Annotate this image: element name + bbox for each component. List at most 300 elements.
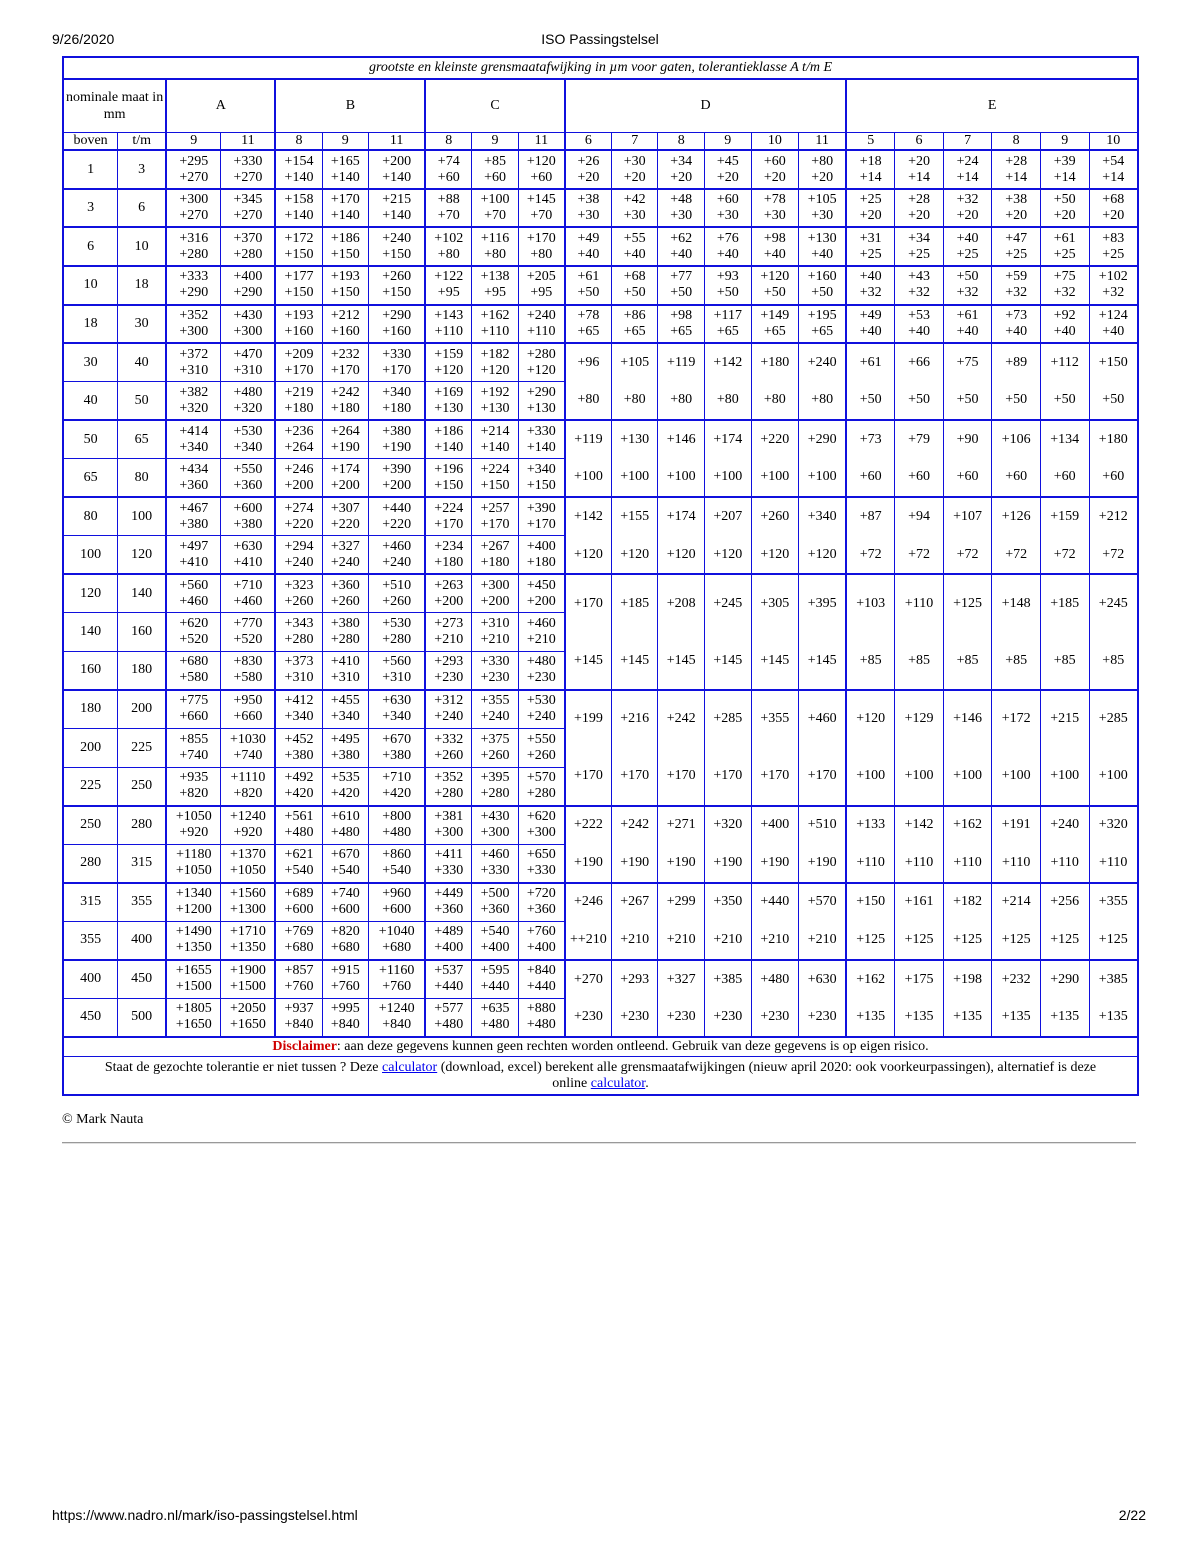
lower-deviation: +120 [666,546,696,562]
lower-deviation: +120 [434,362,464,378]
upper-deviation: +48 [670,192,693,208]
lower-deviation: +160 [284,323,314,339]
tolerance-cell [518,150,565,189]
lower-deviation: +120 [760,546,790,562]
calculator-download-link[interactable]: calculator [382,1059,438,1075]
tolerance-cell [472,305,519,344]
upper-deviation: +290 [382,307,412,323]
upper-deviation: +75 [956,354,979,370]
upper-deviation: +90 [956,431,979,447]
tolerance-cell-merged [992,497,1041,574]
tolerance-cell [518,729,565,768]
tolerance-cell [166,305,221,344]
lower-deviation: +330 [480,863,510,879]
lower-deviation: +580 [179,670,209,686]
upper-deviation: +355 [480,693,510,709]
upper-deviation: +455 [330,693,360,709]
tolerance-cell [751,189,799,228]
lower-deviation: +110 [1099,854,1128,870]
upper-deviation: +177 [284,269,314,285]
lower-deviation: +130 [526,400,556,416]
tolerance-table [62,56,1139,1096]
upper-deviation: +205 [526,269,556,285]
size-from: 80 [63,497,118,536]
lower-deviation: +40 [1053,323,1076,339]
grade-header: 11 [369,132,426,150]
tolerance-cell [799,266,847,305]
lower-deviation: +50 [763,285,786,301]
upper-deviation: +242 [330,384,360,400]
lower-deviation: +360 [179,477,209,493]
lower-deviation: +220 [284,516,314,532]
class-header-d: D [565,79,846,132]
lower-deviation: +100 [1001,768,1031,784]
grade-header: 11 [799,132,847,150]
lower-deviation: +170 [480,516,510,532]
upper-deviation: +385 [713,971,743,987]
lower-deviation: +32 [1005,285,1028,301]
upper-deviation: +25 [859,192,882,208]
grade-header: 9 [472,132,519,150]
upper-deviation: +300 [480,577,510,593]
table-row [63,189,1138,228]
tolerance-cell [895,227,944,266]
lower-deviation: +190 [807,854,837,870]
lower-deviation: +760 [382,979,412,995]
lower-deviation: +110 [527,323,556,339]
size-to: 250 [118,767,167,806]
size-to: 355 [118,883,167,922]
tolerance-cell [166,150,221,189]
lower-deviation: +280 [284,632,314,648]
tolerance-cell [565,189,612,228]
upper-deviation: +1805 [175,1001,212,1017]
lower-deviation: +50 [859,392,882,408]
tolerance-cell [425,266,472,305]
size-from: 50 [63,420,118,459]
lower-deviation: +125 [856,932,886,948]
grade-header: 9 [705,132,752,150]
lower-deviation: +420 [284,786,314,802]
tolerance-cell [518,960,565,999]
tolerance-cell [799,305,847,344]
upper-deviation: +165 [330,153,360,169]
tolerance-cell-merged [1089,960,1138,1037]
tolerance-cell [846,227,895,266]
tolerance-cell [322,690,369,729]
size-from: 140 [63,613,118,652]
grade-header: 5 [846,132,895,150]
upper-deviation: +264 [330,423,360,439]
tolerance-cell [369,497,426,536]
lower-deviation: +60 [484,169,506,185]
upper-deviation: +107 [953,509,983,524]
lower-deviation: +1300 [229,902,266,918]
tolerance-cell [943,266,992,305]
lower-deviation: +100 [713,469,743,485]
tolerance-cell [518,921,565,960]
lower-deviation: +60 [956,469,979,485]
grade-header: 8 [992,132,1041,150]
tolerance-cell [322,806,369,845]
tolerance-cell [322,767,369,806]
tolerance-cell [846,150,895,189]
size-to: 225 [118,729,167,768]
class-header-a: A [166,79,275,132]
lower-deviation: +125 [953,932,983,948]
lower-deviation: +160 [382,323,412,339]
upper-deviation: +470 [233,346,263,362]
tolerance-cell-merged [846,806,895,883]
lower-deviation: +40 [1102,323,1125,339]
tolerance-cell [425,921,472,960]
size-to: 315 [118,844,167,883]
tolerance-cell [518,459,565,498]
tolerance-cell [166,536,221,575]
upper-deviation: +540 [480,924,510,940]
lower-deviation: +480 [526,1017,556,1033]
upper-deviation: +382 [179,384,209,400]
tolerance-cell [369,767,426,806]
grade-header: 7 [611,132,658,150]
tolerance-cell-merged [705,497,752,574]
upper-deviation: +234 [434,538,464,554]
tolerance-cell [322,883,369,922]
table-row [63,420,1138,459]
upper-deviation: +148 [1001,595,1031,611]
upper-deviation: +55 [623,230,646,246]
upper-deviation: +40 [859,269,882,285]
lower-deviation: +14 [1005,169,1028,185]
upper-deviation: +280 [526,346,556,362]
copyright: © Mark Nauta [62,1112,144,1127]
tolerance-cell [221,420,276,459]
upper-deviation: +68 [623,269,646,285]
tolerance-cell-merged [943,343,992,420]
lower-deviation: +60 [859,469,882,485]
lower-deviation: +200 [382,477,412,493]
lower-deviation: +440 [434,979,464,995]
tolerance-cell [472,960,519,999]
tolerance-cell [518,266,565,305]
upper-deviation: +102 [1098,269,1128,285]
upper-deviation: +50 [1053,192,1076,208]
tolerance-cell-merged [846,883,895,960]
lower-deviation: +260 [382,593,412,609]
tolerance-cell [565,150,612,189]
size-to: 3 [118,150,167,189]
upper-deviation: +105 [620,354,650,370]
tolerance-cell [518,536,565,575]
lower-deviation: +180 [284,400,314,416]
tolerance-cell-merged [1089,420,1138,497]
lower-deviation: +110 [953,854,982,870]
lower-deviation: +360 [526,902,556,918]
print-title: ISO Passingstelsel [541,31,659,47]
tolerance-cell [658,150,705,189]
lower-deviation: +20 [716,169,739,185]
upper-deviation: +49 [577,230,600,246]
upper-deviation: +186 [330,230,360,246]
tolerance-cell [425,883,472,922]
lower-deviation: +480 [480,1017,510,1033]
upper-deviation: +170 [330,192,360,208]
lower-deviation: +480 [330,825,360,841]
disclaimer-label: Disclaimer [272,1039,337,1055]
upper-deviation: +61 [956,307,979,323]
lower-deviation: +200 [434,593,464,609]
upper-deviation: +440 [382,500,412,516]
lower-deviation: +72 [1053,546,1076,562]
upper-deviation: +495 [330,731,360,747]
upper-deviation: +53 [908,307,930,323]
tolerance-cell-merged [799,420,847,497]
upper-deviation: +208 [666,595,696,611]
lower-deviation: +260 [434,747,464,763]
upper-deviation: +274 [284,500,314,516]
lower-deviation: +20 [956,208,979,224]
tolerance-cell [369,690,426,729]
tolerance-cell [472,420,519,459]
lower-deviation: +50 [1102,392,1125,408]
table-row [63,690,1138,729]
tolerance-cell [166,883,221,922]
upper-deviation: +142 [573,509,603,524]
lower-deviation: +40 [908,323,930,339]
tolerance-cell-merged [846,497,895,574]
tolerance-cell-merged [799,883,847,960]
upper-deviation: +489 [434,924,464,940]
lower-deviation: +125 [1001,932,1031,948]
lower-deviation: +680 [284,940,314,956]
upper-deviation: +434 [179,461,209,477]
lower-deviation: +150 [382,285,412,301]
tolerance-cell [166,729,221,768]
lower-deviation: +60 [530,169,553,185]
lower-deviation: +190 [620,854,650,870]
lower-deviation: +85 [956,652,979,668]
lower-deviation: +145 [713,652,743,668]
lower-deviation: +200 [526,593,556,609]
tolerance-cell [425,998,472,1037]
lower-deviation: +540 [382,863,412,879]
lower-deviation: +330 [434,863,464,879]
upper-deviation: +577 [434,1001,464,1017]
tolerance-cell [221,690,276,729]
upper-deviation: +34 [670,153,693,169]
lower-deviation: +270 [233,208,263,224]
tolerance-cell [1089,150,1138,189]
tolerance-cell [221,305,276,344]
lower-deviation: +65 [670,323,693,339]
lower-deviation: +540 [284,863,314,879]
tolerance-cell [221,497,276,536]
upper-deviation: +159 [1050,509,1080,524]
tolerance-cell [895,266,944,305]
lower-deviation: +80 [716,392,739,408]
upper-deviation: +860 [382,847,412,863]
upper-deviation: +54 [1102,153,1125,169]
lower-deviation: +220 [330,516,360,532]
upper-deviation: +1240 [229,809,266,825]
upper-deviation: +305 [760,595,790,611]
upper-deviation: +560 [179,577,209,593]
lower-deviation: +190 [382,439,412,455]
upper-deviation: +68 [1102,192,1125,208]
size-from: 160 [63,651,118,690]
lower-deviation: +1500 [229,979,266,995]
upper-deviation: +242 [620,817,650,833]
size-to: 65 [118,420,167,459]
upper-deviation: +630 [382,693,412,709]
upper-deviation: +440 [760,894,790,910]
upper-deviation: +2050 [229,1001,266,1017]
upper-deviation: +159 [434,346,464,362]
lower-deviation: +600 [330,902,360,918]
tolerance-cell-merged [565,497,612,574]
lower-deviation: +1050 [175,863,212,879]
lower-deviation: +80 [670,392,693,408]
tolerance-cell [369,305,426,344]
upper-deviation: +775 [179,693,209,709]
upper-deviation: +380 [382,423,412,439]
upper-deviation: +150 [856,894,886,910]
col-from-header: boven [63,132,118,150]
upper-deviation: +411 [434,847,463,863]
tolerance-cell [221,921,276,960]
upper-deviation: +830 [233,654,263,670]
tolerance-cell [425,574,472,613]
upper-deviation: +232 [330,346,360,362]
size-to: 400 [118,921,167,960]
tolerance-cell [275,998,322,1037]
lower-deviation: +240 [434,709,464,725]
upper-deviation: +83 [1102,230,1125,246]
tolerance-cell [322,536,369,575]
disclaimer [63,1037,1138,1057]
upper-deviation: +1900 [229,963,266,979]
upper-deviation: +110 [904,595,934,611]
upper-deviation: +635 [480,1001,510,1017]
upper-deviation: +510 [382,577,412,593]
tolerance-cell [425,189,472,228]
lower-deviation: +230 [713,1009,743,1025]
upper-deviation: +154 [284,153,314,169]
upper-deviation: +240 [382,230,412,246]
lower-deviation: +660 [179,709,209,725]
upper-deviation: +430 [233,307,263,323]
lower-deviation: +130 [480,400,510,416]
grade-header: 9 [166,132,221,150]
tolerance-cell [1089,266,1138,305]
tolerance-cell [275,536,322,575]
tolerance-cell [221,536,276,575]
lower-deviation: +380 [179,516,209,532]
lower-deviation: +120 [807,546,837,562]
tolerance-cell [895,189,944,228]
upper-deviation: +245 [1098,595,1128,611]
tolerance-cell-merged [846,420,895,497]
lower-deviation: +380 [284,747,314,763]
upper-deviation: +61 [577,269,600,285]
upper-deviation: +800 [382,809,412,825]
upper-deviation: +193 [284,307,314,323]
upper-deviation: +995 [330,1001,360,1017]
lower-deviation: +660 [233,709,263,725]
lower-deviation: +210 [807,932,837,948]
lower-deviation: +32 [956,285,979,301]
tolerance-cell [518,806,565,845]
lower-deviation: +30 [716,208,739,224]
lower-deviation: +400 [480,940,510,956]
lower-deviation: +95 [484,285,506,301]
tolerance-cell-merged [751,420,799,497]
lower-deviation: +72 [956,546,979,562]
lower-deviation: +30 [577,208,600,224]
lower-deviation: +180 [480,554,510,570]
tolerance-cell [611,227,658,266]
size-to: 180 [118,651,167,690]
size-to: 120 [118,536,167,575]
size-to: 280 [118,806,167,845]
upper-deviation: +937 [284,1001,314,1017]
lower-deviation: +145 [807,652,837,668]
upper-deviation: +182 [480,346,510,362]
lower-deviation: +440 [526,979,556,995]
lower-deviation: +65 [623,323,646,339]
lower-deviation: +140 [526,439,556,455]
print-url: https://www.nadro.nl/mark/iso-passingstelsel.html [52,1507,358,1523]
tolerance-cell [369,729,426,768]
tolerance-cell [895,305,944,344]
upper-deviation: +150 [1098,354,1128,370]
upper-deviation: +100 [480,192,510,208]
tolerance-cell [322,343,369,382]
upper-deviation: +267 [620,894,650,910]
grade-header: 9 [1040,132,1089,150]
upper-deviation: +200 [382,153,412,169]
tolerance-cell [705,227,752,266]
disclaimer-row [63,1037,1138,1057]
table-row [63,960,1138,999]
size-from: 250 [63,806,118,845]
lower-deviation: +14 [1102,169,1125,185]
tolerance-cell [166,613,221,652]
lower-deviation: +230 [666,1009,696,1025]
tolerance-cell [518,382,565,421]
calculator-online-link[interactable]: calculator [590,1075,646,1091]
upper-deviation: +185 [620,595,650,611]
tolerance-cell-merged [1089,574,1138,690]
tolerance-cell [751,266,799,305]
upper-deviation: +840 [526,963,556,979]
upper-deviation: +162 [480,307,510,323]
upper-deviation: +240 [526,307,556,323]
tolerance-cell-merged [943,960,992,1037]
tolerance-cell-merged [895,497,944,574]
tolerance-cell [166,844,221,883]
upper-deviation: +460 [480,847,510,863]
upper-deviation: +610 [330,809,360,825]
lower-deviation: ++210 [570,932,607,948]
upper-deviation: +650 [526,847,556,863]
upper-deviation: +28 [1005,153,1028,169]
lower-deviation: +40 [1005,323,1028,339]
upper-deviation: +62 [670,230,693,246]
lower-deviation: +420 [330,786,360,802]
lower-deviation: +80 [437,246,460,262]
tolerance-cell [751,305,799,344]
